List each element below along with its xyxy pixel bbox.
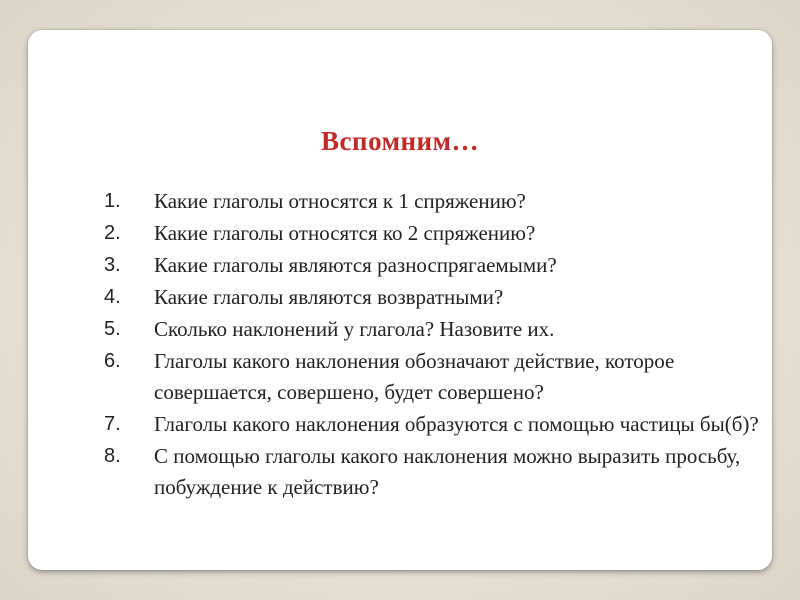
question-list bbox=[100, 186, 760, 504]
list-item-number: 1. bbox=[104, 190, 121, 212]
list-item bbox=[100, 314, 760, 345]
list-item-number: 2. bbox=[104, 222, 121, 244]
list-item-text: Глаголы какого наклонения образуются с помощью частицы бы(б)? bbox=[154, 412, 759, 436]
list-item-number: 7. bbox=[104, 413, 121, 435]
list-item-number: 6. bbox=[104, 350, 121, 372]
list-item bbox=[100, 409, 760, 440]
list-item-number: 8. bbox=[104, 445, 121, 467]
list-item bbox=[100, 441, 760, 503]
list-item-number: 5. bbox=[104, 318, 121, 340]
list-item-text: С помощью глаголы какого наклонения можно выразить просьбу, побуждение к действию? bbox=[154, 444, 741, 499]
list-item bbox=[100, 186, 760, 217]
list-item-text: Какие глаголы относятся к 1 спряжению? bbox=[154, 189, 526, 213]
list-item-text: Какие глаголы являются разноспрягаемыми? bbox=[154, 253, 557, 277]
list-item-text: Глаголы какого наклонения обозначают действие, которое совершается, совершено, будет совершено? bbox=[154, 349, 675, 404]
list-item bbox=[100, 250, 760, 281]
list-item-text: Сколько наклонений у глагола? Назовите их. bbox=[154, 317, 555, 341]
list-item-text: Какие глаголы относятся ко 2 спряжению? bbox=[154, 221, 536, 245]
list-item-text: Какие глаголы являются возвратными? bbox=[154, 285, 504, 309]
slide-card bbox=[28, 30, 772, 570]
list-item bbox=[100, 218, 760, 249]
slide-title: Вспомним… bbox=[321, 126, 479, 156]
list-item bbox=[100, 282, 760, 313]
list-item-number: 4. bbox=[104, 286, 121, 308]
list-item bbox=[100, 346, 760, 408]
list-item-number: 3. bbox=[104, 254, 121, 276]
